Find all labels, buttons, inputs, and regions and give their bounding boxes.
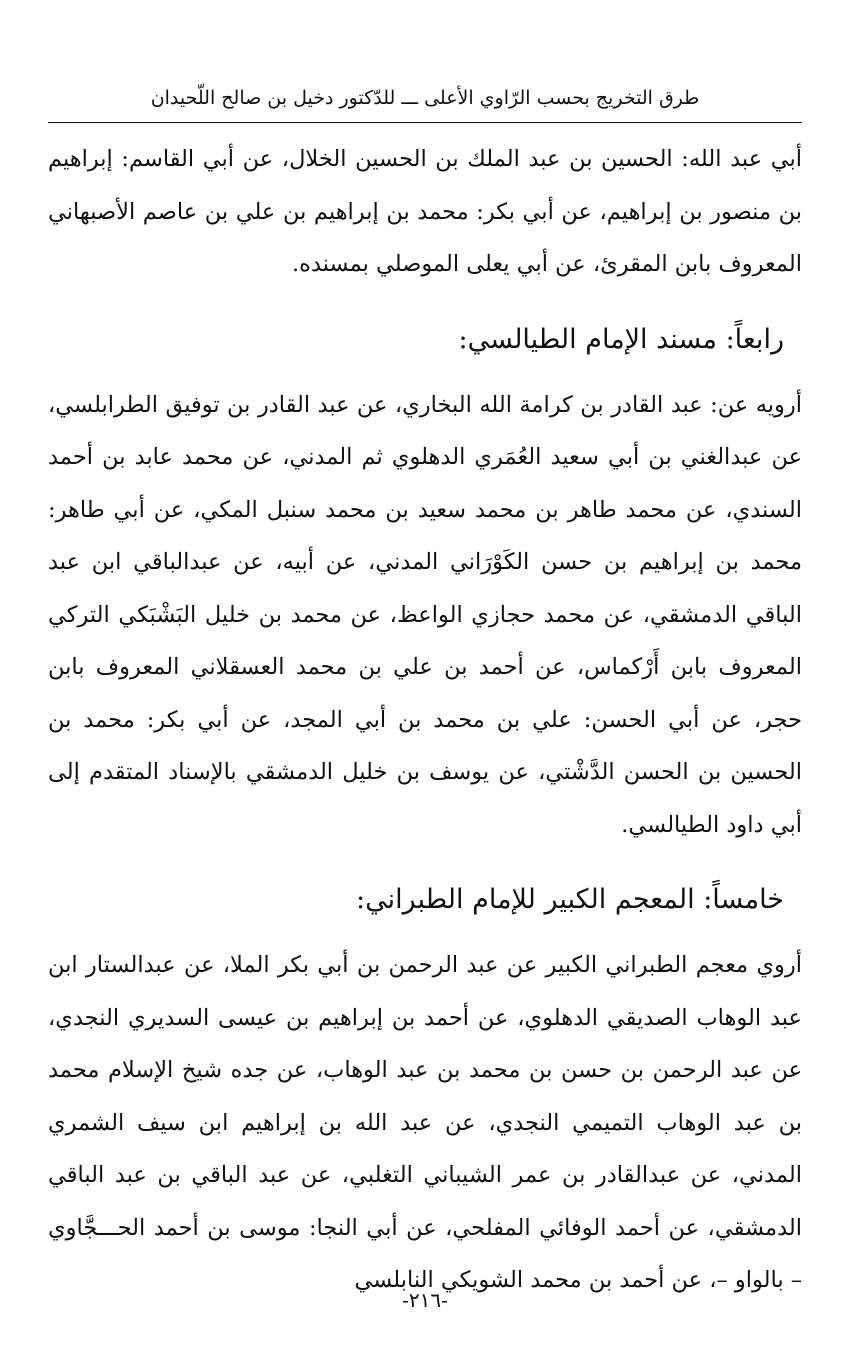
- page-number: -٢١٦-: [402, 1288, 448, 1312]
- section-heading-musnad-tayalisi: رابعاً: مسند الإمام الطيالسي:: [458, 323, 784, 355]
- header-rule: [48, 122, 802, 123]
- paragraph-musnad-tayalisi: أرويه عن: عبد القادر بن كرامة الله البخاري، عن عبد القادر بن توفيق الطرابلسي، عن عبدالغني بن أبي سعيد العُمَري الدهلوي ثم المدني، عن محمد عابد بن أحمد السندي، عن محمد طاهر بن محمد سعيد بن محمد سنبل المكي، عن أبي طاهر: محمد بن إبراهيم بن حسن الكَوْرَاني المدني، عن أبيه، عن عبدالباقي ابن عبد الباقي الدمشقي، عن محمد حجازي الواعظ، عن محمد بن خليل البَشْبَكي التركي المعروف بابن أَرْكماس، عن أحمد بن علي بن محمد العسقلاني المعروف بابن حجر، عن أبي الحسن: علي بن محمد بن أبي المجد، عن أبي بكر: محمد بن الحسين بن الحسن الدَّشْتي، عن يوسف بن خليل الدمشقي بالإسناد المتقدم إلى أبي داود الطيالسي.: [48, 391, 802, 838]
- section-heading-mujam-tabarani: خامساً: المعجم الكبير للإمام الطبراني:: [356, 884, 784, 915]
- book-page: [48, 78, 802, 1358]
- running-header: طرق التخريج بحسب الرّاوي الأعلى ـــ للدّكتور دخيل بن صالح اللّحيدان: [150, 87, 700, 109]
- page-body: [48, 133, 802, 1307]
- intro-paragraph: أبي عبد الله: الحسين بن عبد الملك بن الحسين الخلال، عن أبي القاسم: إبراهيم بن منصور بن إبراهيم، عن أبي بكر: محمد بن إبراهيم بن علي بن عاصم الأصبهاني المعروف بابن المقرئ، عن أبي يعلى الموصلي بمسنده.: [48, 146, 802, 277]
- paragraph-mujam-tabarani: أروي معجم الطبراني الكبير عن عبد الرحمن بن أبي بكر الملا، عن عبدالستار ابن عبد الوهاب الصديقي الدهلوي، عن أحمد بن إبراهيم بن عيسى السديري النجدي، عن عبد الرحمن بن حسن بن محمد بن عبد الوهاب، عن جده شيخ الإسلام محمد بن عبد الوهاب التميمي النجدي، عن عبد الله بن إبراهيم ابن سيف الشمري المدني، عن عبدالقادر بن عمر الشيباني التغلبي، عن عبد الباقي بن عبد الباقي الدمشقي، عن أحمد الوفائي المفلحي، عن أبي النجا: موسى بن أحمد الحـــجَّاوي – بالواو –، عن أحمد بن محمد الشويكي النابلسي: [48, 952, 802, 1293]
